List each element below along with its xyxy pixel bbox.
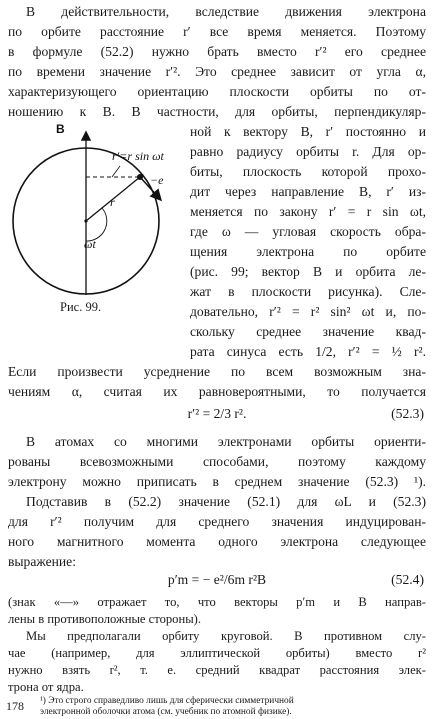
text-line: Мы предполагали орбиту круговой. В противном слу-: [26, 629, 426, 643]
label-r-prime-formula: r′=r sin ωt: [112, 149, 164, 163]
footnote-line: ¹) Это строго справедливо лишь для сферически симметричной: [40, 696, 294, 706]
text-line: щения электрона по орбите: [190, 244, 426, 259]
text-line: ношению к B. В частности, для орбиты, перпендикуляр-: [8, 104, 426, 119]
equation-52-4: p′m = − e²/6m r²B: [167, 572, 267, 587]
text-line: жат в плоскости рисунка). Сле-: [190, 284, 426, 299]
figure-99: [0, 0, 200, 320]
text-line: выражение:: [8, 554, 76, 569]
equation-52-3: r′² = 2/3 r².: [187, 406, 247, 421]
text-line: В действительности, вследствие движения электрона: [26, 4, 426, 19]
text-line: Подставив в (52.2) значение (52.1) для ωL и (52.3): [26, 494, 426, 509]
text-line: характеризующего ориентацию плоскости орбиты по от-: [8, 84, 426, 99]
text-line: в формуле (52.2) нужно брать вместо r′² его среднее: [8, 44, 426, 59]
text-line: ного магнитного момента одного электрона следующее: [8, 534, 426, 549]
text-line: лены в противоположные стороны).: [8, 612, 202, 626]
text-line: В атомах со многими электронами орбиты ориенти-: [26, 434, 426, 449]
label-electron: −e: [150, 173, 164, 187]
text-line: рата синуса есть 1/2, r′² = ½ r².: [190, 344, 426, 359]
text-line: по времени значение r′². Это среднее зависит от угла α,: [8, 64, 426, 79]
text-line: (знак «—» отражает то, что векторы p′m и B направ-: [8, 595, 426, 609]
text-line: по орбите расстояние r′ все время меняется. Поэтому: [8, 24, 426, 39]
center-dot: [84, 219, 87, 222]
label-radius: r: [110, 195, 115, 209]
text-line: дит через направление B, r′ из-: [190, 184, 426, 199]
text-line: где ω — угловая скорость обра-: [190, 224, 426, 239]
text-line: рованы всевозможными способами, поэтому каждому: [8, 454, 426, 469]
label-B: B: [56, 122, 65, 136]
text-line: для r′² получим для среднего значения индуцирован-: [8, 514, 426, 529]
text-line: Если произвести усреднение по всем возможным зна-: [8, 364, 426, 379]
label-leader: [112, 166, 120, 177]
text-line: нужно взять r², т. е. средний квадрат расстояния элек-: [8, 663, 426, 677]
footnote-line: электронной оболочки атома (см. учебник по атомной физике).: [40, 707, 292, 717]
text-line: электрону можно приписать в среднем значение (52.3) ¹).: [8, 474, 426, 489]
figure-caption: Рис. 99.: [60, 300, 102, 314]
text-line: скольку среднее значение квад-: [190, 324, 426, 339]
text-line: ной к вектору B, r′ постоянно и: [190, 124, 426, 139]
equation-number: (52.4): [391, 572, 424, 587]
text-line: чае (например, для эллиптической орбиты) вместо r²: [8, 646, 426, 660]
equation-number: (52.3): [391, 406, 424, 421]
page-number: 178: [6, 699, 24, 713]
text-line: довательно, r′² = r² sin² ωt и, по-: [190, 304, 426, 319]
text-line: трона от ядра.: [8, 680, 84, 694]
text-line: равно радиусу орбиты r. Для ор-: [190, 144, 426, 159]
text-line: меняется по закону r′ = r sin ωt,: [190, 204, 426, 219]
label-angle: ωt: [84, 237, 96, 251]
text-line: чениям α, считая их равновероятными, то получается: [8, 384, 426, 399]
text-line: (рис. 99; вектор B и орбита ле-: [190, 264, 426, 279]
text-line: биты, плоскость которой прохо-: [190, 164, 426, 179]
